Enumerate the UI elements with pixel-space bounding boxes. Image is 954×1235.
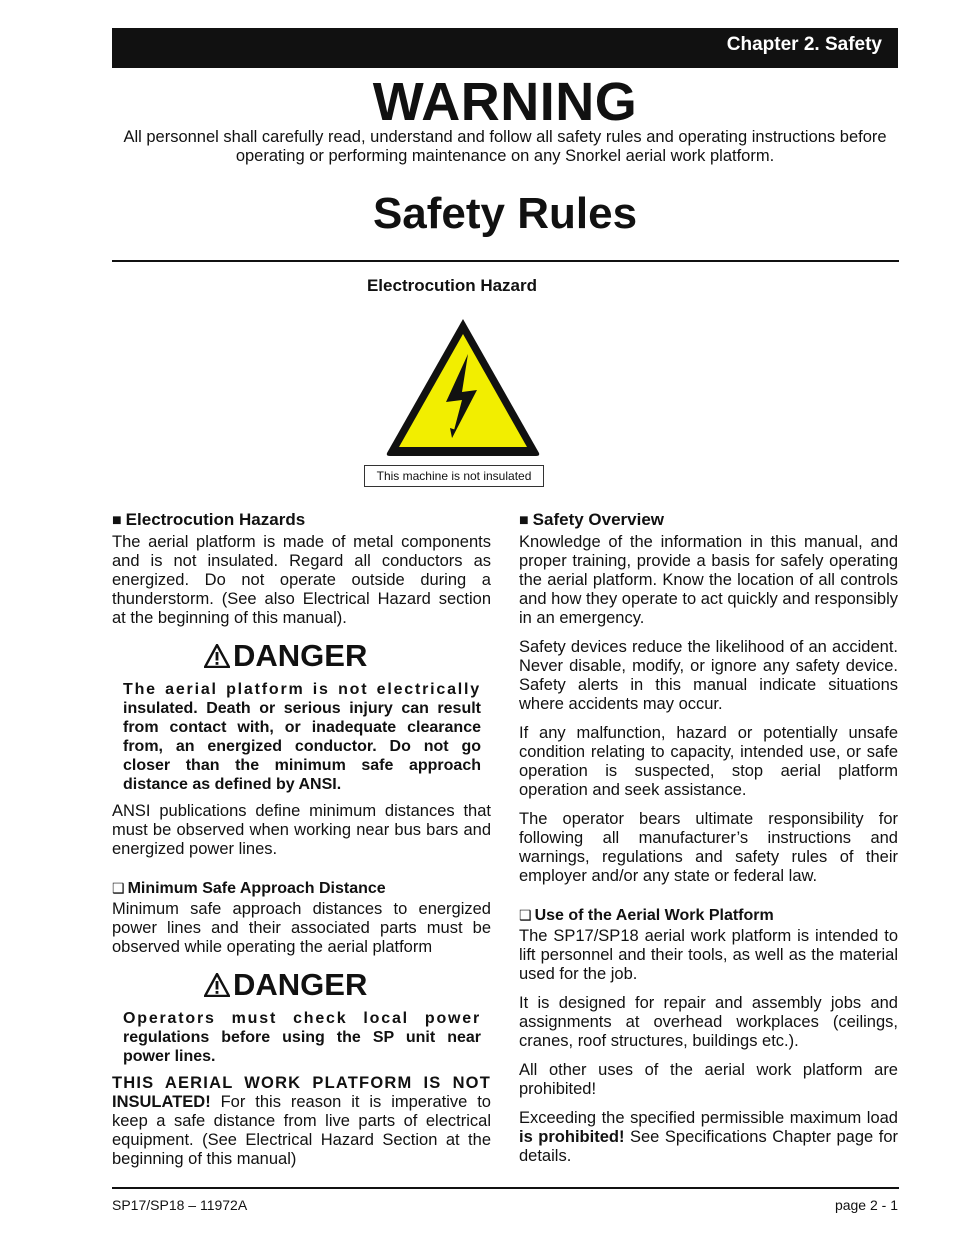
right-column [519,508,898,1166]
use-paragraph-4: Exceeding the specified permissible maximum load is prohibited! See Specifications Chapter page for details. [519,1109,898,1165]
danger-text-1: The aerial platform is not electrically insulated. Death or serious injury can result from contact with, or inadequate clearance from, an energized conductor. Do not go closer than the minimum safe approach distance as defined by ANSI. [123,681,481,793]
chapter-header-bar [112,28,898,68]
safety-rules-title: Safety Rules [372,189,638,238]
min-safe-approach-heading: ❑ Minimum Safe Approach Distance [112,880,386,897]
overview-paragraph-4: The operator bears ultimate responsibility for following all manufacturer’s instructions and warnings, regulations and safety rules of their employer and/or any state or federal law. [519,810,898,885]
use-paragraph-3: All other uses of the aerial work platform are prohibited! [519,1061,898,1098]
footer-document-id: SP17/SP18 – 11972A [112,1197,248,1213]
electrical-hazard-triangle-icon [384,316,542,458]
footer-page-number: page 2 - 1 [834,1197,898,1213]
checkbox-bullet-icon: ❑ [519,907,532,923]
square-bullet-icon: ■ [112,512,122,529]
figure-caption: Electrocution Hazard [366,276,538,295]
approach-text: Minimum safe approach distances to energized power lines and their associated parts must be observed while operating the aerial platform [112,900,491,956]
ansi-text: ANSI publications define minimum distances that must be observed when working near bus bars and energized power lines. [112,802,491,858]
left-column [112,508,491,1169]
top-divider [112,260,899,262]
square-bullet-icon: ■ [519,512,529,529]
electrocution-hazards-heading: ■ Electrocution Hazards [112,510,306,529]
warning-title: WARNING [372,72,638,132]
not-insulated-notice [364,465,544,487]
overview-paragraph-3: If any malfunction, hazard or potentially unsafe condition relating to capacity, intended use, or safe operation is suspected, stop aerial platform operation and seek assistance. [519,724,898,799]
warning-triangle-icon [204,644,230,668]
warning-triangle-icon [204,973,230,997]
safety-overview-heading: ■ Safety Overview [519,510,665,529]
bottom-divider [112,1187,899,1189]
electrocution-text: The aerial platform is made of metal components and is not insulated. Regard all conductors as energized. Do not operate outside during a thunderstorm. (See also Electrical Hazard section at the beginning of this manual). [112,533,491,627]
overview-paragraph-2: Safety devices reduce the likelihood of an accident. Never disable, modify, or ignore any safety device. Safety alerts in this manual indicate situations where accidents may occur. [519,638,898,713]
danger-text-2: Operators must check local power regulations before using the SP unit near power lines. [123,1010,481,1065]
not-insulated-text: THIS AERIAL WORK PLATFORM IS NOT INSULATED! For this reason it is imperative to keep a safe distance from live parts of electrical equipment. (See Electrical Hazard Section at the beginning of this manual) [112,1074,491,1168]
use-paragraph-1: The SP17/SP18 aerial work platform is intended to lift personnel and their tools, as well as the material used for the job. [519,927,898,983]
chapter-title: Chapter 2. Safety [726,34,882,55]
use-of-platform-heading: ❑ Use of the Aerial Work Platform [519,907,774,924]
warning-text: All personnel shall carefully read, understand and follow all safety rules and operating instructions before operating or performing maintenance on any Snorkel aerial work platform. [123,128,887,165]
use-paragraph-2: It is designed for repair and assembly jobs and assignments at overhead workplaces (ceilings, cranes, roof structures, buildings etc.). [519,994,898,1050]
danger-label-1: DANGER [204,638,491,674]
danger-label-2: DANGER [204,967,491,1003]
overview-paragraph-1: Knowledge of the information in this manual, and proper training, provide a basis for safely operating the aerial platform. Know the location of all controls and how they operate to act quickly and responsibly in an emergency. [519,533,898,627]
checkbox-bullet-icon: ❑ [112,880,125,896]
notice-text: This machine is not insulated [376,469,532,483]
